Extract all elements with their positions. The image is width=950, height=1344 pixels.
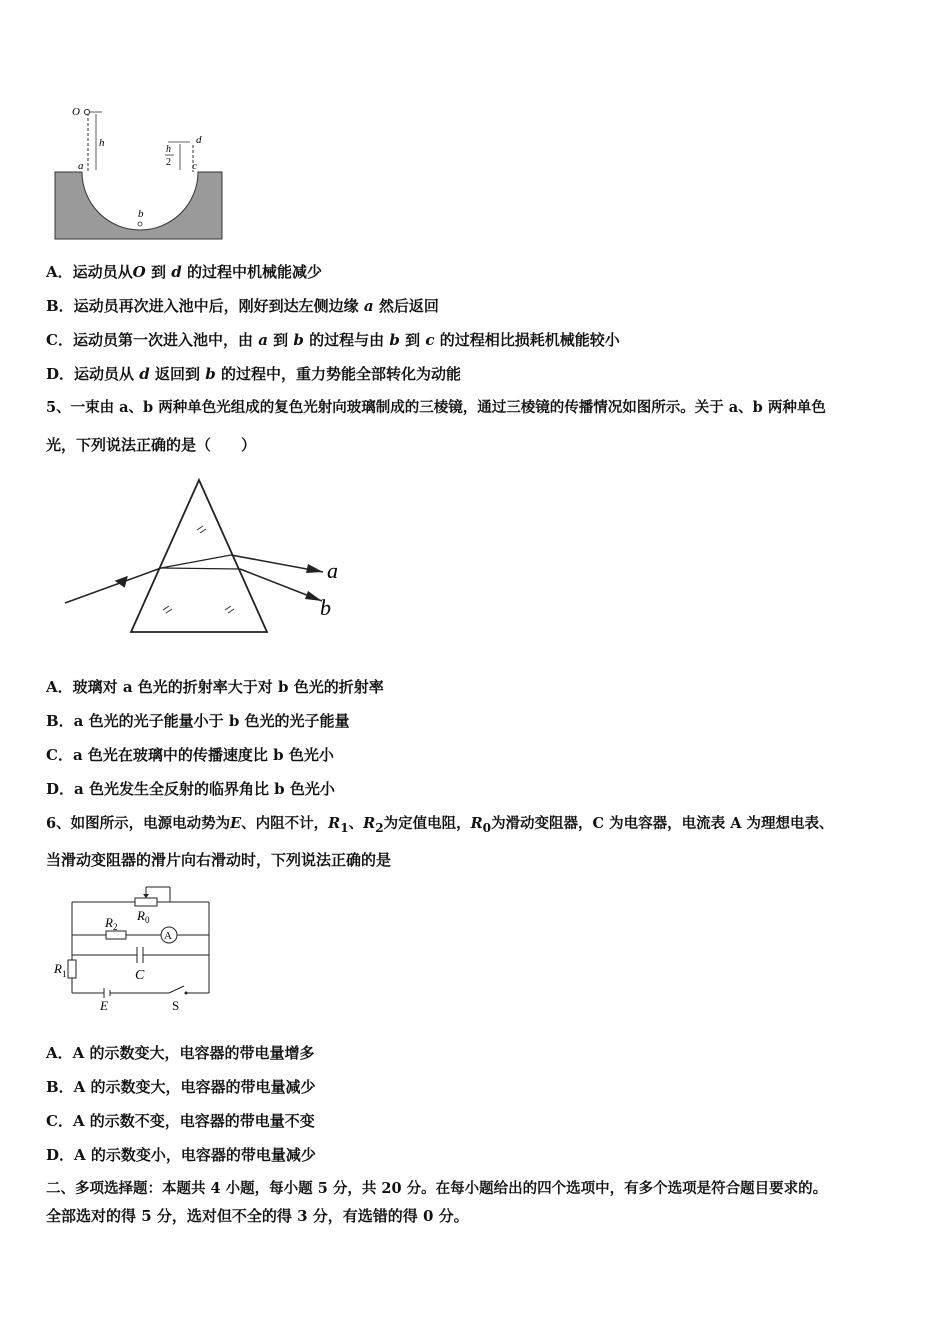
ray-b-inside bbox=[161, 568, 240, 569]
halfpipe-figure bbox=[50, 100, 230, 245]
label-a: a bbox=[78, 160, 84, 172]
incident-arrow bbox=[115, 576, 132, 590]
prism-triangle bbox=[131, 480, 267, 632]
section2-line2: 全部选对的得 5 分，选对但不全的得 3 分，有选错的得 0 分。 bbox=[46, 1207, 469, 1225]
label-capacitor: C bbox=[135, 968, 145, 983]
label-e: E bbox=[100, 998, 108, 1013]
r2-resistor bbox=[106, 931, 126, 939]
q5-option-b: B．a 色光的光子能量小于 b 色光的光子能量 bbox=[46, 712, 350, 730]
label-half-h-num: h bbox=[166, 144, 171, 155]
glass-hatch-marks bbox=[163, 526, 234, 613]
r1-resistor bbox=[68, 960, 76, 978]
label-s: S bbox=[172, 998, 180, 1013]
label-r1: $R_1$ bbox=[54, 961, 67, 979]
pool-body bbox=[55, 172, 222, 239]
label-b-ray: b bbox=[320, 595, 331, 620]
q4-option-d: D．运动员从 d 返回到 b 的过程中，重力势能全部转化为动能 bbox=[46, 365, 461, 383]
label-r0: $R_0$ bbox=[137, 908, 150, 925]
r0-resistor bbox=[135, 898, 157, 906]
q5-option-c: C．a 色光在玻璃中的传播速度比 b 色光小 bbox=[46, 746, 334, 764]
q4-option-b: B．运动员再次进入池中后，刚好到达左侧边缘 a 然后返回 bbox=[46, 297, 439, 315]
slider-arrow bbox=[143, 894, 149, 898]
q5-stem-line1: 5、一束由 a、b 两种单色光组成的复色光射向玻璃制成的三棱镜，通过三棱镜的传播情况如图所示。关于 a、b 两种单色 bbox=[46, 399, 826, 416]
q4-option-c: C．运动员第一次进入池中，由 a 到 b 的过程与由 b 到 c 的过程相比损耗机械能较小 bbox=[46, 331, 620, 349]
q6-option-a: A．A 的示数变大，电容器的带电量增多 bbox=[46, 1044, 315, 1062]
label-b: b bbox=[138, 208, 144, 220]
label-c: c bbox=[192, 160, 197, 172]
section2-line1: 二、多项选择题：本题共 4 小题，每小题 5 分，共 20 分。在每小题给出的四个选项中，有多个选项是符合题目要求的。 bbox=[46, 1180, 828, 1197]
point-o-marker bbox=[84, 109, 89, 114]
q6-option-c: C．A 的示数不变，电容器的带电量不变 bbox=[46, 1112, 315, 1130]
q6-stem-line2: 当滑动变阻器的滑片向右滑动时，下列说法正确的是 bbox=[46, 851, 392, 869]
q6-stem-line1: 6、如图所示，电源电动势为E、内阻不计，$R_1$、$R_2$为定值电阻，$R_0$为滑动变阻器，C 为电容器，电流表 A 为理想电表、 bbox=[46, 815, 834, 835]
label-d: d bbox=[196, 134, 202, 146]
label-O: O bbox=[72, 106, 80, 118]
label-r2: $R_2$ bbox=[105, 915, 118, 932]
label-a-ray: a bbox=[327, 558, 338, 583]
q6-option-b: B．A 的示数变大，电容器的带电量减少 bbox=[46, 1078, 316, 1096]
q4-option-a: A．运动员从O 到 d 的过程中机械能减少 bbox=[46, 263, 322, 281]
q5-option-d: D．a 色光发生全反射的临界角比 b 色光小 bbox=[46, 780, 335, 798]
q5-stem-line2: 光，下列说法正确的是（ ） bbox=[46, 436, 257, 454]
q5-option-a: A．玻璃对 a 色光的折射率大于对 b 色光的折射率 bbox=[46, 678, 384, 696]
label-half-h-den: 2 bbox=[166, 157, 171, 168]
point-b-marker bbox=[138, 222, 142, 226]
ray-a-inside bbox=[161, 555, 231, 568]
circuit-figure bbox=[50, 880, 220, 1015]
prism-figure bbox=[60, 475, 360, 640]
label-ammeter: A bbox=[164, 930, 172, 942]
label-h: h bbox=[99, 137, 105, 149]
switch-contact bbox=[185, 992, 188, 995]
q6-option-d: D．A 的示数变小，电容器的带电量减少 bbox=[46, 1146, 316, 1164]
ray-a-arrow bbox=[306, 564, 323, 573]
